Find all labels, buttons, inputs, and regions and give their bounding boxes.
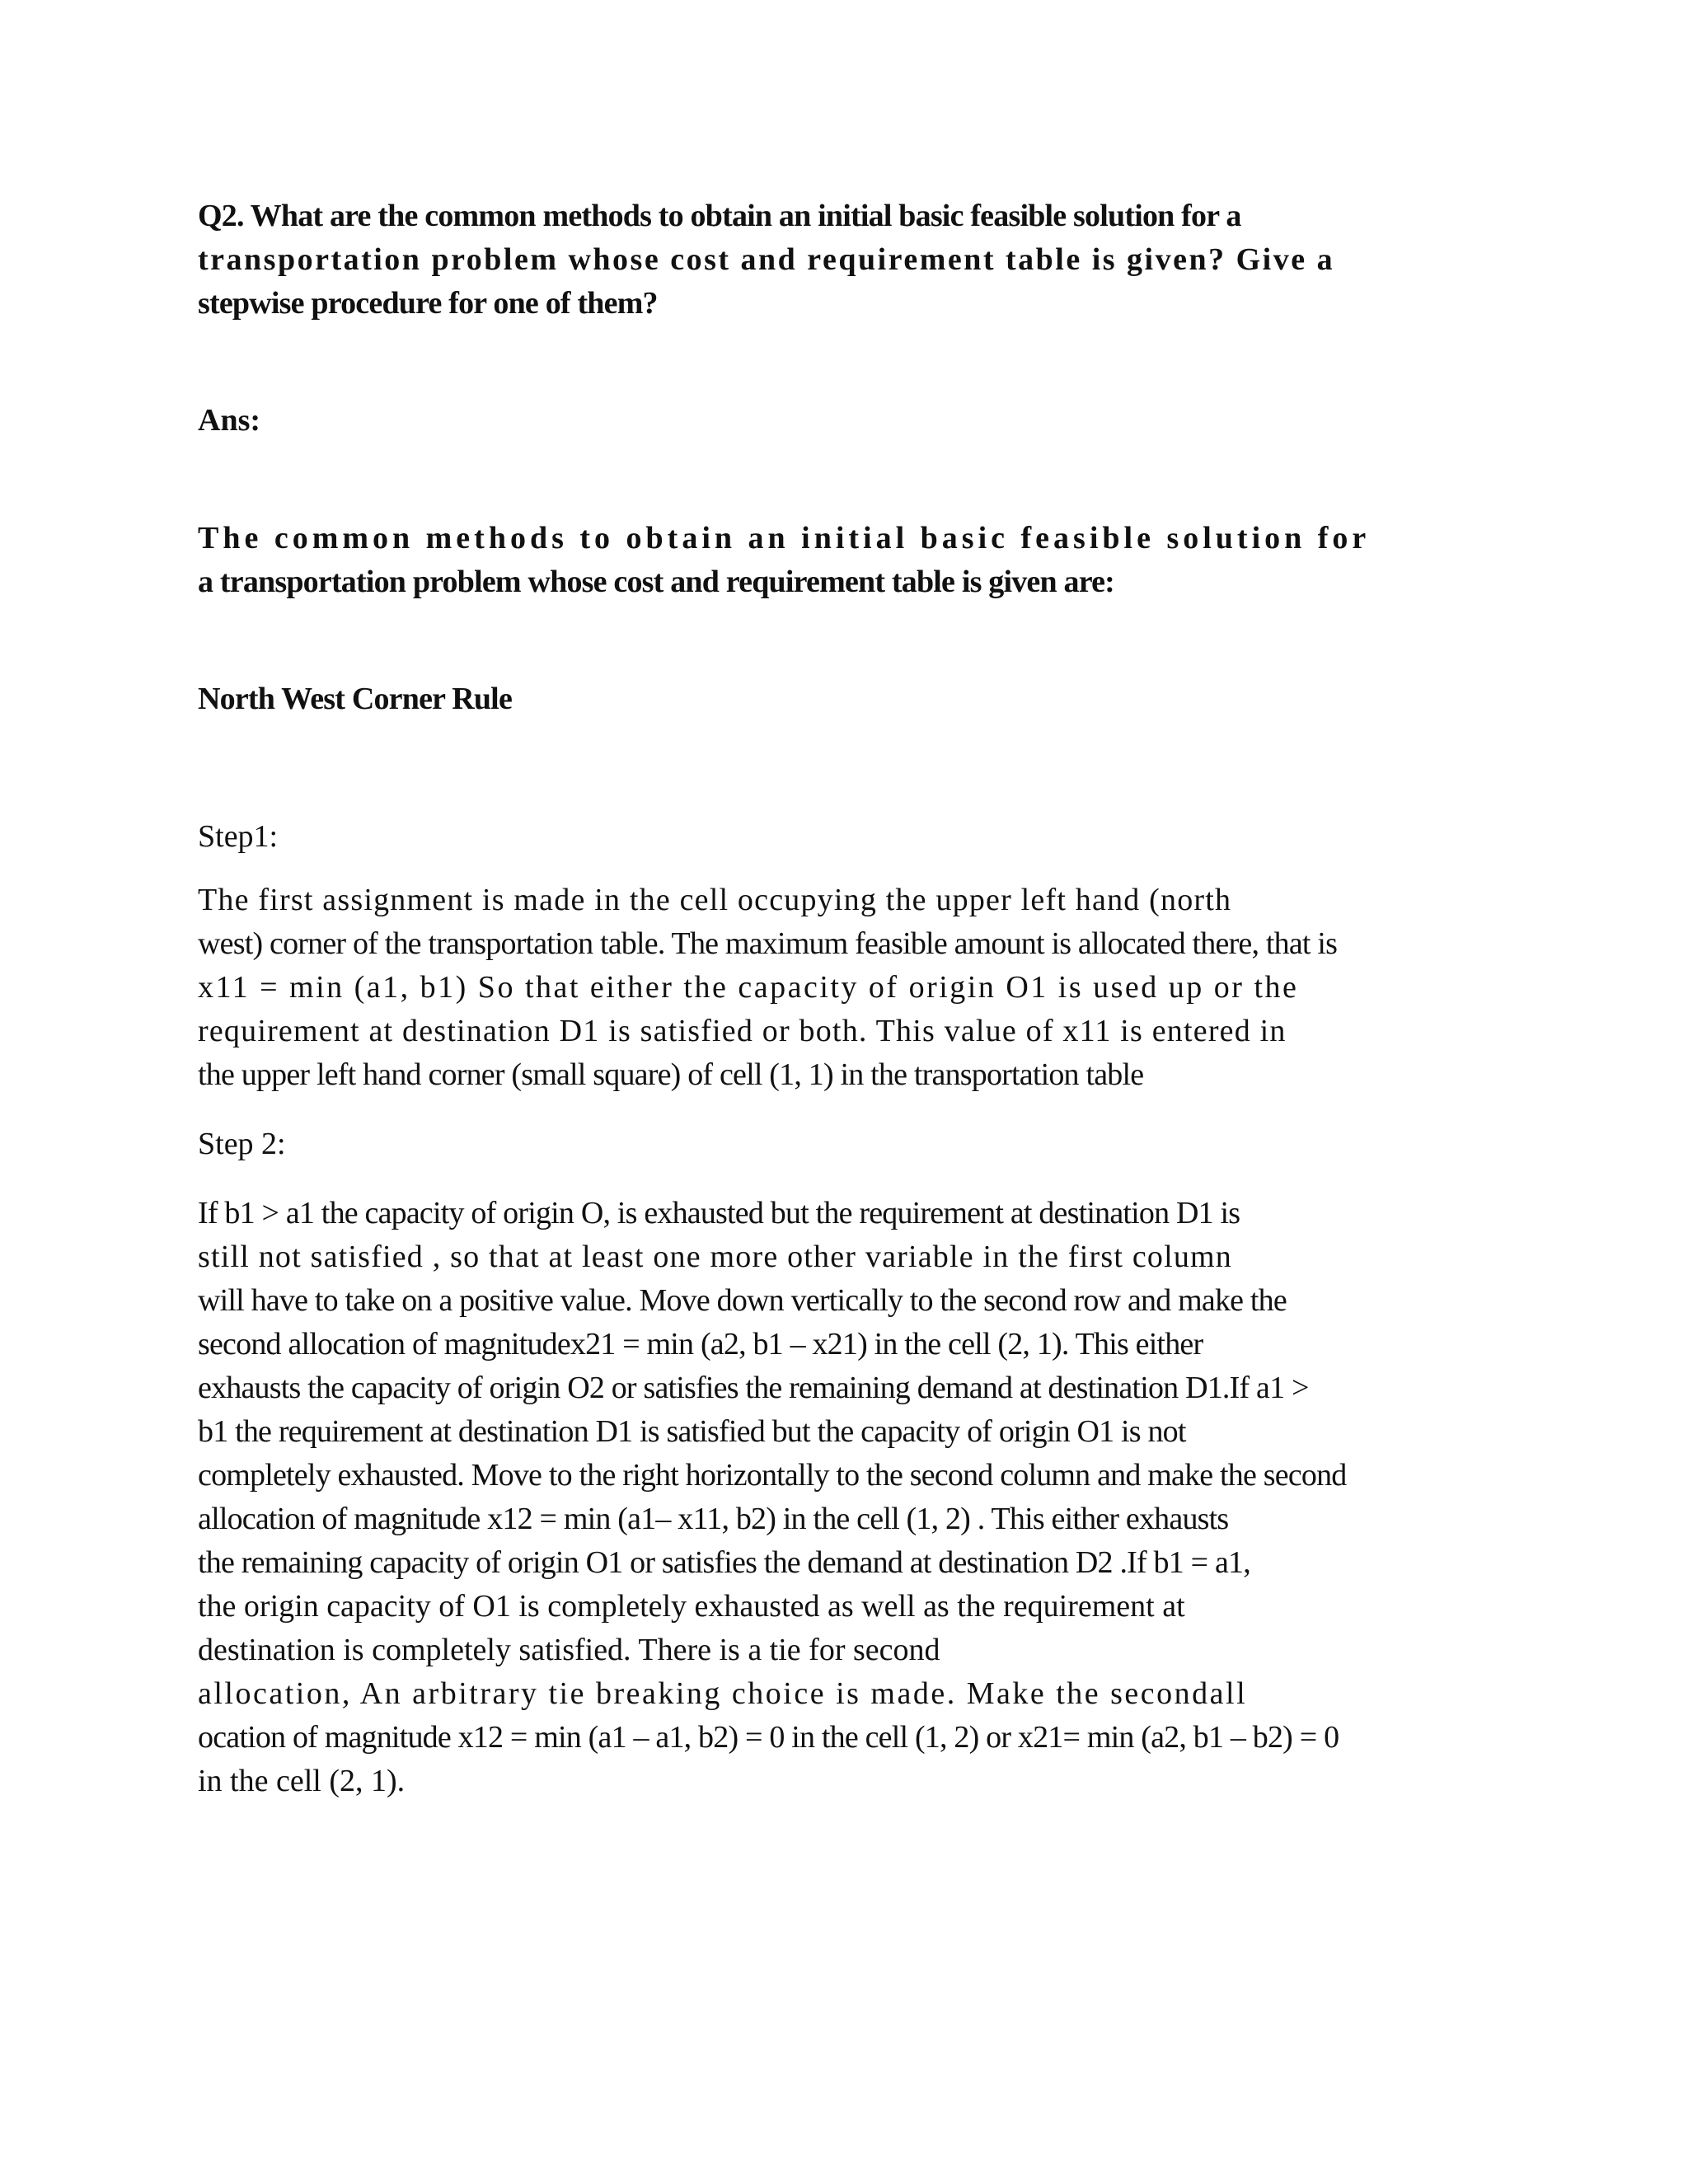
step2-line: ocation of magnitude x12 = min (a1 – a1, b2) = 0 in the cell (1, 2) or x21= min (a2, b1 – b2) = 0 [198,1720,1339,1755]
intro-line: a transportation problem whose cost and requirement table is given are: [198,565,1115,599]
question-line: transportation problem whose cost and requirement table is given? Give a [198,242,1335,277]
step2-line: still not satisfied , so that at least one more other variable in the first column [198,1240,1233,1274]
step1-line: requirement at destination D1 is satisfied or both. This value of x11 is entered in [198,1014,1287,1048]
step1-line: the upper left hand corner (small square) of cell (1, 1) in the transportation table [198,1057,1144,1092]
step2-line: exhausts the capacity of origin O2 or satisfies the remaining demand at destination D1.If a1 > [198,1371,1309,1405]
step2-heading [198,1122,1484,1166]
step1-line: x11 = min (a1, b1) So that either the capacity of origin O1 is used up or the [198,970,1299,1005]
method-heading-text: North West Corner Rule [198,682,513,716]
answer-label [198,399,1484,443]
question-line: stepwise procedure for one of them? [198,286,658,321]
step1-line: west) corner of the transportation table. The maximum feasible amount is allocated there, that is [198,926,1338,961]
step2-line: destination is completely satisfied. There is a tie for second [198,1633,940,1667]
step2-line: If b1 > a1 the capacity of origin O, is exhausted but the requirement at destination D1 is [198,1196,1240,1230]
step2-line: the remaining capacity of origin O1 or satisfies the demand at destination D2 .If b1 = a1, [198,1545,1250,1580]
intro-line: The common methods to obtain an initial basic feasible solution for [198,521,1371,555]
intro-block [198,517,1484,604]
step2-line: allocation, An arbitrary tie breaking choice is made. Make the secondall [198,1676,1248,1711]
step2-line: completely exhausted. Move to the right horizontally to the second column and make the second [198,1458,1347,1493]
question-line: Q2. What are the common methods to obtain an initial basic feasible solution for a [198,199,1241,233]
step2-line: allocation of magnitude x12 = min (a1– x11, b2) in the cell (1, 2) . This either exhausts [198,1502,1229,1536]
step1-line: The first assignment is made in the cell occupying the upper left hand (north [198,883,1232,917]
method-heading [198,677,1484,721]
step2-line: second allocation of magnitudex21 = min (a2, b1 – x21) in the cell (2, 1). This either [198,1327,1203,1361]
step1-heading-text: Step1: [198,819,279,854]
step1-heading [198,815,1484,859]
step2-heading-text: Step 2: [198,1127,286,1161]
step2-line: the origin capacity of O1 is completely exhausted as well as the requirement at [198,1589,1185,1624]
step2-line: in the cell (2, 1). [198,1764,406,1798]
step1-paragraph [198,879,1484,1097]
step2-line: will have to take on a positive value. Move down vertically to the second row and make the [198,1283,1287,1318]
step2-line: b1 the requirement at destination D1 is satisfied but the capacity of origin O1 is not [198,1414,1186,1449]
step2-paragraph [198,1192,1484,1803]
question-block [198,194,1484,326]
answer-label-text: Ans: [198,403,261,438]
